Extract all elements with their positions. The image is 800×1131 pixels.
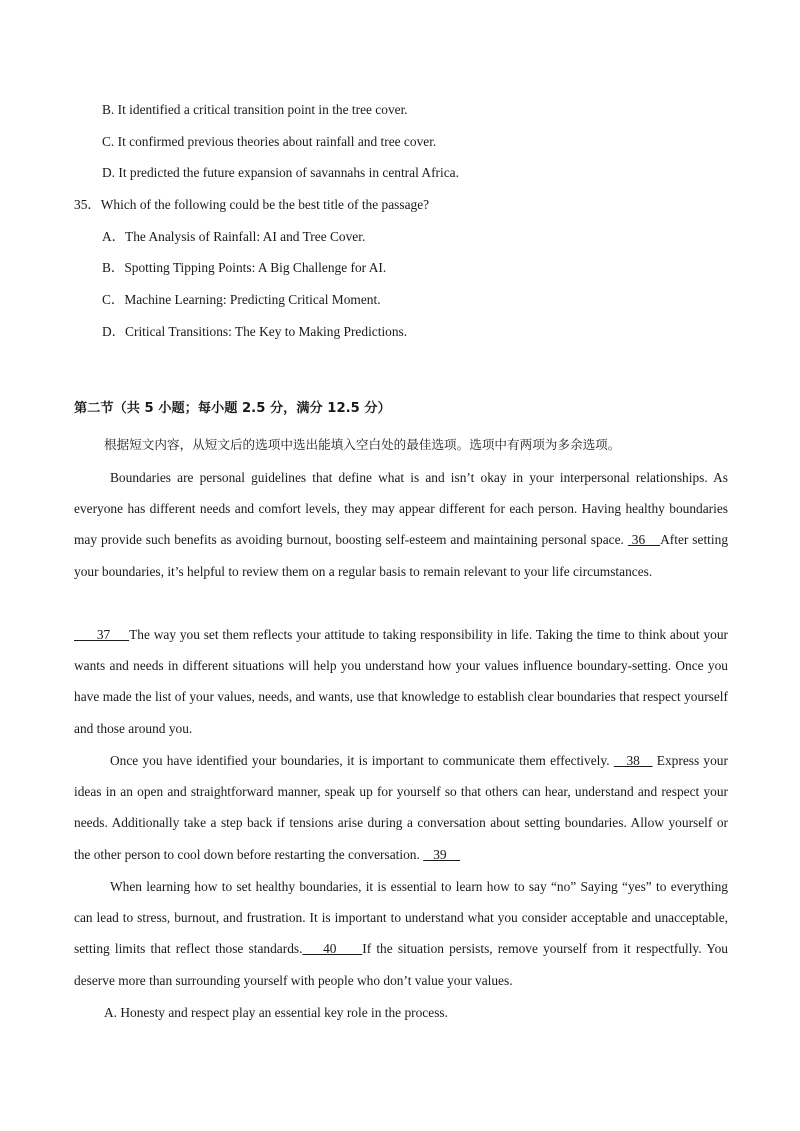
paragraph-1-after-blank: After setting your boundaries, it’s helpful to review them on a regular basis to remain relevant to your life circumstances.	[74, 532, 729, 579]
paragraph-2-text: The way you set them reflects your attitude to taking responsibility in life. Taking the time to think about your wants and needs in different situations will help you understand how your values influence boundary-setting. Once you have made the list of your values, needs, and wants, use that knowledge to establish clear boundaries that respect yourself and those around you.	[74, 627, 728, 736]
paragraph-3-middle: Express your ideas in an open and straightforward manner, speak up for yourself so that others can hear, understand and respect your needs. Additionally take a step back if tensions arise during a conversation about setting boundaries. Allow yourself or the other person to cool down before restarting the conversation.	[74, 753, 728, 862]
q35-option-b: B．Spotting Tipping Points: A Big Challenge for AI.	[102, 260, 387, 275]
q34-option-c: C. It confirmed previous theories about rainfall and tree cover.	[102, 134, 437, 149]
answer-option-a: A. Honesty and respect play an essential key role in the process.	[104, 1005, 448, 1020]
blank-36: 36	[627, 532, 661, 548]
q35-option-d: D．Critical Transitions: The Key to Making Predictions.	[102, 324, 408, 339]
q35-option-c: C．Machine Learning: Predicting Critical Moment.	[102, 292, 381, 307]
section-heading: 第二节（共 5 小题；每小题 2.5 分，满分 12.5 分）	[74, 401, 391, 416]
passage-paragraph-1	[74, 462, 728, 587]
passage-paragraph-3	[74, 745, 728, 870]
blank-37: 37	[74, 627, 130, 642]
passage-paragraph-2	[74, 619, 728, 744]
paragraph-4-after-blank: If the situation persists, remove yourself from it respectfully. You deserve more than surrounding yourself with people who don’t value your values.	[74, 941, 728, 988]
question-35-number: 35．	[74, 197, 101, 212]
blank-39: 39	[423, 846, 461, 862]
blank-40: 40	[302, 941, 363, 957]
paragraph-1-text: Boundaries are personal guidelines that define what is and isn’t okay in your interpersonal relationships. As everyone has different needs and comfort levels, they may appear different for each person. Having healthy boundaries may provide such benefits as avoiding burnout, boosting self-esteem and maintaining personal space.	[74, 470, 728, 548]
question-35	[74, 196, 429, 214]
question-35-stem: Which of the following could be the best title of the passage?	[100, 197, 430, 212]
section-instruction: 根据短文内容，从短文后的选项中选出能填入空白处的最佳选项。选项中有两项为多余选项。	[104, 437, 621, 452]
blank-38: 38	[613, 753, 653, 768]
q35-option-a: A．The Analysis of Rainfall: AI and Tree Cover.	[102, 229, 366, 244]
q34-option-d: D. It predicted the future expansion of savannahs in central Africa.	[102, 165, 459, 180]
paragraph-3-text: Once you have identified your boundaries, it is important to communicate them effectively.	[110, 753, 610, 768]
paragraph-4-text: When learning how to set healthy boundaries, it is essential to learn how to say “no” Saying “yes” to everything can lead to stress, burnout, and frustration. It is important to understand what you consider acceptable and unacceptable, setting limits that reflect those standards.	[74, 879, 728, 957]
q34-option-b: B. It identified a critical transition point in the tree cover.	[102, 102, 408, 117]
passage-paragraph-4	[74, 871, 728, 996]
